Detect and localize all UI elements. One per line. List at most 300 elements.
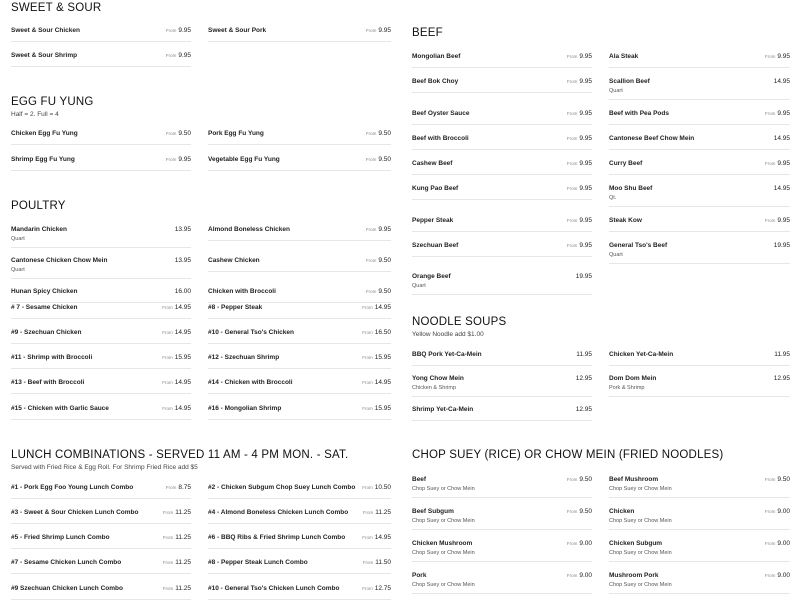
- item-divider: [609, 99, 790, 100]
- item-name[interactable]: Kung Pao Beef: [412, 185, 459, 192]
- price-from-label: From: [566, 218, 578, 223]
- item-price: [163, 585, 191, 592]
- price-from-label: From: [362, 485, 373, 490]
- section-subtitle: Yellow Noodle add $1.00: [412, 331, 484, 338]
- price-value: 16.50: [374, 329, 391, 336]
- item-name[interactable]: Sweet & Sour Shrimp: [11, 52, 78, 59]
- item-name[interactable]: #9 - Szechuan Chicken: [11, 329, 82, 336]
- item-price: [774, 185, 790, 192]
- price-from-label: From: [566, 161, 578, 166]
- item-divider: [609, 561, 790, 562]
- price-from-label: From: [162, 330, 173, 335]
- item-name[interactable]: Ala Steak: [609, 53, 639, 60]
- item-name[interactable]: Curry Beef: [609, 160, 643, 167]
- price-value: 9.95: [579, 135, 592, 142]
- price-value: 9.95: [579, 78, 592, 85]
- price-from-label: From: [162, 355, 173, 360]
- price-from-label: From: [362, 535, 373, 540]
- item-divider: [609, 174, 790, 175]
- price-value: 9.00: [579, 540, 592, 547]
- item-price: [567, 217, 592, 224]
- price-value: 9.50: [378, 257, 391, 264]
- item-name[interactable]: #5 - Fried Shrimp Lunch Combo: [11, 534, 110, 541]
- price-from-label: From: [165, 28, 177, 33]
- item-price: [162, 354, 191, 361]
- item-name[interactable]: Cantonese Beef Chow Mein: [609, 135, 695, 142]
- item-price: [175, 226, 191, 233]
- price-from-label: From: [165, 157, 177, 162]
- price-value: 9.00: [777, 572, 790, 579]
- item-name[interactable]: Yong Chow Mein: [412, 375, 464, 382]
- section-subtitle: Half = 2. Full = 4: [11, 111, 59, 118]
- item-name[interactable]: Beef Mushroom: [609, 476, 659, 483]
- price-value: 9.95: [777, 160, 790, 167]
- section-title: NOODLE SOUPS: [412, 316, 507, 328]
- item-divider: [208, 318, 391, 319]
- item-divider: [412, 420, 592, 421]
- item-price: [567, 160, 592, 167]
- item-price: [774, 351, 790, 358]
- price-value: 9.50: [579, 476, 592, 483]
- item-divider: [412, 174, 592, 175]
- item-name[interactable]: Mandarin Chicken: [11, 226, 67, 233]
- item-name[interactable]: Sweet & Sour Chicken: [11, 27, 80, 34]
- item-price: [162, 379, 191, 386]
- item-price: [567, 572, 592, 579]
- item-divider: [412, 67, 592, 68]
- price-from-label: From: [362, 330, 373, 335]
- price-from-label: From: [365, 258, 377, 263]
- item-divider: [208, 41, 391, 42]
- item-name[interactable]: Chicken Subgum: [609, 540, 663, 547]
- item-price: [366, 156, 391, 163]
- item-description: Chop Suey or Chow Mein: [609, 582, 672, 588]
- item-price: [175, 288, 191, 295]
- price-value: 11.25: [175, 509, 191, 516]
- item-name[interactable]: Chicken Mushroom: [412, 540, 473, 547]
- item-description: Chop Suey or Chow Mein: [412, 518, 475, 524]
- item-price: [774, 375, 790, 382]
- item-name[interactable]: #13 - Beef with Broccoli: [11, 379, 85, 386]
- item-divider: [412, 231, 592, 232]
- item-name[interactable]: Chicken Egg Fu Yung: [11, 130, 78, 137]
- item-price: [166, 130, 191, 137]
- item-price: [567, 110, 592, 117]
- price-value: 11.25: [175, 559, 191, 566]
- section-title: SWEET & SOUR: [11, 2, 102, 14]
- item-name[interactable]: Chicken: [609, 508, 635, 515]
- price-from-label: From: [162, 510, 174, 515]
- item-name[interactable]: #9 Szechuan Chicken Lunch Combo: [11, 585, 123, 592]
- item-name[interactable]: Beef with Pea Pods: [609, 110, 669, 117]
- item-name[interactable]: Orange Beef: [412, 273, 451, 280]
- price-value: 9.95: [378, 27, 391, 34]
- item-name[interactable]: Sweet & Sour Pork: [208, 27, 267, 34]
- item-name[interactable]: Vegetable Egg Fu Yung: [208, 156, 280, 163]
- price-value: 15.95: [374, 405, 391, 412]
- item-description: Pork & Shrimp: [609, 385, 645, 391]
- price-value: 15.95: [174, 354, 191, 361]
- item-price: [363, 559, 391, 566]
- price-from-label: From: [566, 111, 578, 116]
- item-divider: [208, 170, 391, 171]
- item-name[interactable]: #12 - Szechuan Shrimp: [208, 354, 280, 361]
- item-description: Quart: [11, 267, 25, 273]
- item-divider: [412, 294, 592, 295]
- price-from-label: From: [764, 573, 776, 578]
- price-from-label: From: [764, 509, 776, 514]
- price-value: 9.00: [777, 540, 790, 547]
- price-from-label: From: [764, 541, 776, 546]
- item-price: [567, 185, 592, 192]
- price-from-label: From: [162, 380, 173, 385]
- item-name[interactable]: Hunan Spicy Chicken: [11, 288, 78, 295]
- price-from-label: From: [566, 477, 578, 482]
- item-price: [366, 130, 391, 137]
- item-price: [765, 110, 790, 117]
- item-divider: [609, 497, 790, 498]
- item-divider: [412, 256, 592, 257]
- item-name[interactable]: BBQ Pork Yet-Ca-Mein: [412, 351, 482, 358]
- item-description: Quart: [412, 283, 426, 289]
- item-divider: [208, 240, 391, 241]
- price-value: 19.95: [773, 242, 790, 249]
- item-divider: [11, 247, 191, 248]
- price-from-label: From: [365, 227, 377, 232]
- item-price: [362, 534, 391, 541]
- item-price: [576, 351, 592, 358]
- item-divider: [208, 419, 391, 420]
- item-price: [362, 484, 391, 491]
- price-from-label: From: [365, 289, 377, 294]
- item-name[interactable]: Shrimp Egg Fu Yung: [11, 156, 75, 163]
- price-value: 11.50: [375, 559, 391, 566]
- price-from-label: From: [362, 510, 374, 515]
- item-name[interactable]: #2 - Chicken Subgum Chop Suey Lunch Combo: [208, 484, 356, 491]
- item-price: [362, 354, 391, 361]
- price-from-label: From: [566, 54, 578, 59]
- price-from-label: From: [165, 53, 177, 58]
- item-divider: [208, 548, 391, 549]
- price-value: 12.95: [773, 375, 790, 382]
- item-name[interactable]: Dom Dom Mein: [609, 375, 657, 382]
- price-value: 9.95: [178, 156, 191, 163]
- item-name[interactable]: #16 - Mongolian Shrimp: [208, 405, 282, 412]
- price-value: 9.50: [178, 130, 191, 137]
- item-name[interactable]: #10 - General Tso's Chicken Lunch Combo: [208, 585, 340, 592]
- item-name[interactable]: #8 - Pepper Steak: [208, 304, 263, 311]
- item-price: [163, 534, 191, 541]
- price-from-label: From: [162, 535, 174, 540]
- item-divider: [208, 271, 391, 272]
- price-value: 11.95: [774, 351, 790, 358]
- price-from-label: From: [162, 586, 174, 591]
- item-name[interactable]: Pepper Steak: [412, 217, 454, 224]
- price-value: 12.75: [374, 585, 391, 592]
- price-from-label: From: [362, 355, 373, 360]
- item-description: Chop Suey or Chow Mein: [412, 582, 475, 588]
- price-value: 14.95: [174, 329, 191, 336]
- item-name[interactable]: Shrimp Yet-Ca-Mein: [412, 406, 474, 413]
- price-value: 14.95: [174, 304, 191, 311]
- section-title: POULTRY: [11, 200, 66, 212]
- price-value: 11.25: [175, 534, 191, 541]
- price-value: 14.95: [374, 379, 391, 386]
- price-value: 9.95: [579, 53, 592, 60]
- item-price: [765, 476, 790, 483]
- price-value: 14.95: [374, 534, 391, 541]
- item-description: Chop Suey or Chow Mein: [609, 486, 672, 492]
- item-price: [567, 135, 592, 142]
- item-name[interactable]: Beef with Broccoli: [412, 135, 469, 142]
- price-value: 14.95: [374, 304, 391, 311]
- price-value: 9.95: [777, 217, 790, 224]
- item-description: Quart: [609, 88, 623, 94]
- price-from-label: From: [165, 485, 177, 490]
- item-price: [366, 226, 391, 233]
- item-divider: [11, 278, 191, 279]
- price-value: 9.95: [579, 110, 592, 117]
- item-price: [567, 242, 592, 249]
- item-price: [567, 53, 592, 60]
- price-value: 11.25: [375, 509, 391, 516]
- price-value: 14.95: [773, 185, 790, 192]
- price-from-label: From: [764, 477, 776, 482]
- item-price: [166, 52, 191, 59]
- item-price: [166, 27, 191, 34]
- item-divider: [11, 368, 191, 369]
- item-name[interactable]: General Tso's Beef: [609, 242, 668, 249]
- item-name[interactable]: #8 - Pepper Steak Lunch Combo: [208, 559, 308, 566]
- price-value: 9.95: [777, 110, 790, 117]
- item-price: [567, 508, 592, 515]
- item-price: [362, 304, 391, 311]
- price-value: 15.95: [374, 354, 391, 361]
- item-divider: [412, 593, 592, 594]
- item-price: [765, 217, 790, 224]
- item-divider: [11, 302, 191, 303]
- price-from-label: From: [365, 28, 377, 33]
- price-value: 19.95: [575, 273, 592, 280]
- item-price: [765, 53, 790, 60]
- price-from-label: From: [365, 157, 377, 162]
- item-name[interactable]: Chicken Yet-Ca-Mein: [609, 351, 674, 358]
- price-from-label: From: [566, 79, 578, 84]
- item-divider: [11, 66, 191, 67]
- price-value: 13.95: [174, 257, 191, 264]
- price-value: 11.95: [576, 351, 592, 358]
- item-price: [162, 405, 191, 412]
- item-price: [162, 329, 191, 336]
- item-price: [765, 540, 790, 547]
- item-name[interactable]: Beef Bok Choy: [412, 78, 459, 85]
- price-from-label: From: [764, 54, 776, 59]
- item-name[interactable]: Scallion Beef: [609, 78, 650, 85]
- price-value: 9.95: [579, 242, 592, 249]
- price-from-label: From: [162, 305, 173, 310]
- item-divider: [208, 523, 391, 524]
- price-from-label: From: [764, 218, 776, 223]
- item-name[interactable]: Mongolian Beef: [412, 53, 461, 60]
- item-divider: [412, 529, 592, 530]
- item-name[interactable]: #10 - General Tso's Chicken: [208, 329, 294, 336]
- price-value: 9.00: [777, 508, 790, 515]
- price-value: 9.00: [579, 572, 592, 579]
- item-divider: [609, 124, 790, 125]
- item-divider: [412, 497, 592, 498]
- price-from-label: From: [764, 161, 776, 166]
- item-name[interactable]: Mushroom Pork: [609, 572, 659, 579]
- item-divider: [609, 365, 790, 366]
- price-value: 9.95: [579, 160, 592, 167]
- price-value: 14.95: [174, 405, 191, 412]
- item-name[interactable]: Cashew Chicken: [208, 257, 260, 264]
- item-price: [567, 540, 592, 547]
- item-name[interactable]: Beef: [412, 476, 427, 483]
- item-name[interactable]: Pork: [412, 572, 427, 579]
- item-divider: [412, 92, 592, 93]
- item-name[interactable]: Beef Subgum: [412, 508, 454, 515]
- price-from-label: From: [566, 243, 578, 248]
- item-price: [765, 572, 790, 579]
- item-name[interactable]: Pork Egg Fu Yung: [208, 130, 264, 137]
- item-divider: [11, 170, 191, 171]
- price-value: 8.75: [178, 484, 191, 491]
- price-value: 9.50: [378, 156, 391, 163]
- price-value: 11.25: [175, 585, 191, 592]
- item-price: [366, 27, 391, 34]
- price-value: 9.95: [579, 217, 592, 224]
- price-from-label: From: [764, 111, 776, 116]
- item-price: [362, 379, 391, 386]
- item-divider: [11, 573, 191, 574]
- price-from-label: From: [362, 305, 373, 310]
- item-name[interactable]: #4 - Almond Boneless Chicken Lunch Combo: [208, 509, 349, 516]
- item-price: [362, 405, 391, 412]
- item-price: [576, 273, 592, 280]
- price-value: 12.95: [575, 375, 592, 382]
- price-from-label: From: [566, 509, 578, 514]
- item-price: [567, 78, 592, 85]
- item-name[interactable]: #1 - Pork Egg Foo Young Lunch Combo: [11, 484, 134, 491]
- item-description: Chop Suey or Chow Mein: [609, 518, 672, 524]
- item-divider: [412, 396, 592, 397]
- price-from-label: From: [362, 380, 373, 385]
- item-price: [774, 242, 790, 249]
- item-divider: [412, 561, 592, 562]
- item-name[interactable]: #6 - BBQ Ribs & Fried Shrimp Lunch Combo: [208, 534, 346, 541]
- price-from-label: From: [362, 406, 373, 411]
- item-divider: [412, 199, 592, 200]
- item-price: [576, 406, 592, 413]
- item-name[interactable]: Cantonese Chicken Chow Mein: [11, 257, 108, 264]
- item-name[interactable]: Almond Boneless Chicken: [208, 226, 290, 233]
- price-value: 14.95: [773, 78, 790, 85]
- item-price: [166, 156, 191, 163]
- item-price: [162, 304, 191, 311]
- item-divider: [11, 419, 191, 420]
- item-divider: [11, 343, 191, 344]
- price-value: 16.00: [174, 288, 191, 295]
- price-from-label: From: [165, 131, 177, 136]
- item-divider: [609, 396, 790, 397]
- item-price: [765, 508, 790, 515]
- item-divider: [412, 149, 592, 150]
- item-price: [363, 509, 391, 516]
- item-name[interactable]: #14 - Chicken with Broccoli: [208, 379, 293, 386]
- section-title: LUNCH COMBINATIONS - SERVED 11 AM - 4 PM MON. - SAT.: [11, 449, 349, 461]
- price-value: 9.95: [378, 226, 391, 233]
- item-divider: [11, 523, 191, 524]
- price-value: 9.50: [579, 508, 592, 515]
- price-value: 9.95: [178, 52, 191, 59]
- item-divider: [208, 498, 391, 499]
- item-price: [765, 160, 790, 167]
- item-divider: [412, 124, 592, 125]
- item-price: [366, 288, 391, 295]
- item-price: [163, 509, 191, 516]
- item-name[interactable]: # 7 - Sesame Chicken: [11, 304, 78, 311]
- price-value: 9.95: [777, 53, 790, 60]
- item-divider: [609, 149, 790, 150]
- price-from-label: From: [365, 131, 377, 136]
- price-value: 14.95: [174, 379, 191, 386]
- item-price: [774, 78, 790, 85]
- item-divider: [208, 144, 391, 145]
- price-from-label: From: [566, 573, 578, 578]
- item-price: [366, 257, 391, 264]
- item-name[interactable]: Szechuan Beef: [412, 242, 459, 249]
- item-divider: [11, 318, 191, 319]
- item-name[interactable]: #3 - Sweet & Sour Chicken Lunch Combo: [11, 509, 139, 516]
- item-divider: [609, 263, 790, 264]
- section-title: CHOP SUEY (RICE) OR CHOW MEIN (FRIED NOODLES): [412, 449, 724, 461]
- section-title: BEEF: [412, 27, 443, 39]
- item-name[interactable]: Cashew Beef: [412, 160, 453, 167]
- item-name[interactable]: Chicken with Broccoli: [208, 288, 276, 295]
- item-name[interactable]: Moo Shu Beef: [609, 185, 653, 192]
- item-divider: [11, 393, 191, 394]
- item-name[interactable]: #7 - Sesame Chicken Lunch Combo: [11, 559, 122, 566]
- price-from-label: From: [162, 560, 174, 565]
- price-from-label: From: [566, 136, 578, 141]
- item-description: Chop Suey or Chow Mein: [609, 550, 672, 556]
- item-price: [567, 476, 592, 483]
- section-subtitle: Served with Fried Rice & Egg Roll. For Shrimp Fried Rice add $5: [11, 464, 198, 471]
- price-value: 14.95: [773, 135, 790, 142]
- item-divider: [609, 67, 790, 68]
- item-divider: [11, 548, 191, 549]
- item-name[interactable]: Beef Oyster Sauce: [412, 110, 470, 117]
- item-divider: [208, 368, 391, 369]
- item-name[interactable]: #11 - Shrimp with Broccoli: [11, 354, 93, 361]
- price-value: 9.95: [579, 185, 592, 192]
- price-value: 9.50: [378, 130, 391, 137]
- price-value: 13.95: [174, 226, 191, 233]
- item-divider: [609, 529, 790, 530]
- item-divider: [609, 231, 790, 232]
- item-divider: [609, 593, 790, 594]
- price-value: 9.50: [777, 476, 790, 483]
- item-description: Chop Suey or Chow Mein: [412, 486, 475, 492]
- item-divider: [412, 365, 592, 366]
- price-value: 12.95: [575, 406, 592, 413]
- price-from-label: From: [566, 186, 578, 191]
- item-name[interactable]: #15 - Chicken with Garlic Sauce: [11, 405, 109, 412]
- item-price: [774, 135, 790, 142]
- item-name[interactable]: Steak Kow: [609, 217, 642, 224]
- item-description: Qt.: [609, 195, 617, 201]
